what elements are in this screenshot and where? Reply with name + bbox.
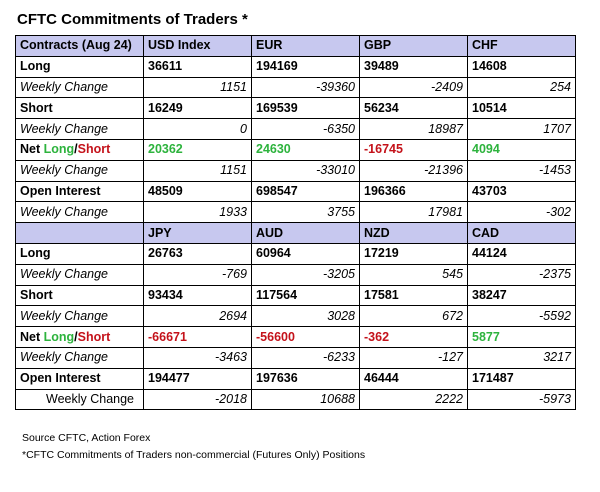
change-value: 672	[360, 306, 468, 327]
weekly-change-row	[16, 347, 576, 368]
change-value: -21396	[360, 160, 468, 181]
short-row	[16, 98, 576, 119]
row-label: Short	[16, 98, 144, 119]
oi-value: 197636	[252, 368, 360, 389]
contracts-header: Contracts (Aug 24)	[16, 36, 144, 57]
short-value: 56234	[360, 98, 468, 119]
weekly-change-row	[16, 119, 576, 140]
net-value: -66671	[144, 327, 252, 348]
change-value: -33010	[252, 160, 360, 181]
short-value: 17581	[360, 285, 468, 306]
change-value: 3217	[468, 347, 576, 368]
net-long-word: Long	[43, 142, 75, 157]
currency-header: USD Index	[144, 36, 252, 57]
change-value: -6233	[252, 347, 360, 368]
short-row	[16, 285, 576, 306]
row-label: Weekly Change	[16, 77, 144, 98]
open-interest-row	[16, 368, 576, 389]
footnote: *CFTC Commitments of Traders non-commercial (Futures Only) Positions	[22, 449, 366, 461]
change-value: 3028	[252, 306, 360, 327]
currency-header: AUD	[252, 223, 360, 244]
row-label: Weekly Change	[16, 306, 144, 327]
change-value: 17981	[360, 202, 468, 223]
short-value: 16249	[144, 98, 252, 119]
change-value: -1453	[468, 160, 576, 181]
row-label: Weekly Change	[16, 160, 144, 181]
weekly-change-row	[16, 77, 576, 98]
weekly-change-row	[16, 389, 576, 410]
change-value: 545	[360, 264, 468, 285]
net-row	[16, 327, 576, 348]
net-separator: /	[74, 142, 78, 157]
row-label: Weekly Change	[16, 119, 144, 140]
change-value: -5973	[468, 389, 576, 410]
row-label	[16, 139, 144, 160]
change-value: 2222	[360, 389, 468, 410]
net-value: 24630	[252, 139, 360, 160]
net-long-word: Long	[43, 329, 75, 344]
row-label: Long	[16, 243, 144, 264]
page-title: CFTC Commitments of Traders *	[17, 11, 248, 28]
net-value: 5877	[468, 327, 576, 348]
change-value: -39360	[252, 77, 360, 98]
row-label: Open Interest	[16, 368, 144, 389]
change-value: -3205	[252, 264, 360, 285]
change-value: -5592	[468, 306, 576, 327]
weekly-change-row	[16, 264, 576, 285]
change-value: 0	[144, 119, 252, 140]
weekly-change-row	[16, 306, 576, 327]
row-label: Short	[16, 285, 144, 306]
currency-header: GBP	[360, 36, 468, 57]
net-word: Net	[20, 329, 44, 344]
long-row	[16, 243, 576, 264]
currency-header: JPY	[144, 223, 252, 244]
long-row	[16, 56, 576, 77]
net-value: -56600	[252, 327, 360, 348]
oi-value: 196366	[360, 181, 468, 202]
oi-value: 43703	[468, 181, 576, 202]
row-label: Long	[16, 56, 144, 77]
long-value: 194169	[252, 56, 360, 77]
change-value: 10688	[252, 389, 360, 410]
net-value: 4094	[468, 139, 576, 160]
open-interest-row	[16, 181, 576, 202]
row-label: Weekly Change	[16, 347, 144, 368]
long-value: 26763	[144, 243, 252, 264]
change-value: -302	[468, 202, 576, 223]
change-value: 3755	[252, 202, 360, 223]
currency-header: CHF	[468, 36, 576, 57]
source-note: Source CFTC, Action Forex	[22, 432, 151, 444]
oi-value: 48509	[144, 181, 252, 202]
section-header-row	[16, 223, 576, 244]
row-label: Weekly Change	[16, 389, 144, 410]
change-value: -769	[144, 264, 252, 285]
row-label: Open Interest	[16, 181, 144, 202]
net-value: -362	[360, 327, 468, 348]
long-value: 17219	[360, 243, 468, 264]
net-value: -16745	[360, 139, 468, 160]
net-short-word: Short	[77, 329, 111, 344]
change-value: -2375	[468, 264, 576, 285]
oi-value: 194477	[144, 368, 252, 389]
change-value: -6350	[252, 119, 360, 140]
currency-header: NZD	[360, 223, 468, 244]
net-value: 20362	[144, 139, 252, 160]
short-value: 10514	[468, 98, 576, 119]
change-value: -127	[360, 347, 468, 368]
oi-value: 171487	[468, 368, 576, 389]
change-value: -2018	[144, 389, 252, 410]
short-value: 117564	[252, 285, 360, 306]
oi-value: 698547	[252, 181, 360, 202]
long-value: 44124	[468, 243, 576, 264]
section-header-row	[16, 36, 576, 57]
change-value: 1151	[144, 77, 252, 98]
short-value: 169539	[252, 98, 360, 119]
long-value: 14608	[468, 56, 576, 77]
net-separator: /	[74, 329, 78, 344]
currency-header: CAD	[468, 223, 576, 244]
long-value: 39489	[360, 56, 468, 77]
cftc-table	[15, 35, 576, 410]
short-value: 38247	[468, 285, 576, 306]
long-value: 60964	[252, 243, 360, 264]
short-value: 93434	[144, 285, 252, 306]
net-word: Net	[20, 142, 44, 157]
net-short-word: Short	[77, 142, 111, 157]
weekly-change-row	[16, 160, 576, 181]
change-value: 1151	[144, 160, 252, 181]
row-label	[16, 327, 144, 348]
change-value: 254	[468, 77, 576, 98]
currency-header: EUR	[252, 36, 360, 57]
change-value: 2694	[144, 306, 252, 327]
row-label: Weekly Change	[16, 264, 144, 285]
change-value: 18987	[360, 119, 468, 140]
weekly-change-row	[16, 202, 576, 223]
oi-value: 46444	[360, 368, 468, 389]
change-value: -2409	[360, 77, 468, 98]
row-label: Weekly Change	[16, 202, 144, 223]
contracts-header-empty	[16, 223, 144, 244]
change-value: -3463	[144, 347, 252, 368]
net-row	[16, 139, 576, 160]
long-value: 36611	[144, 56, 252, 77]
change-value: 1707	[468, 119, 576, 140]
change-value: 1933	[144, 202, 252, 223]
